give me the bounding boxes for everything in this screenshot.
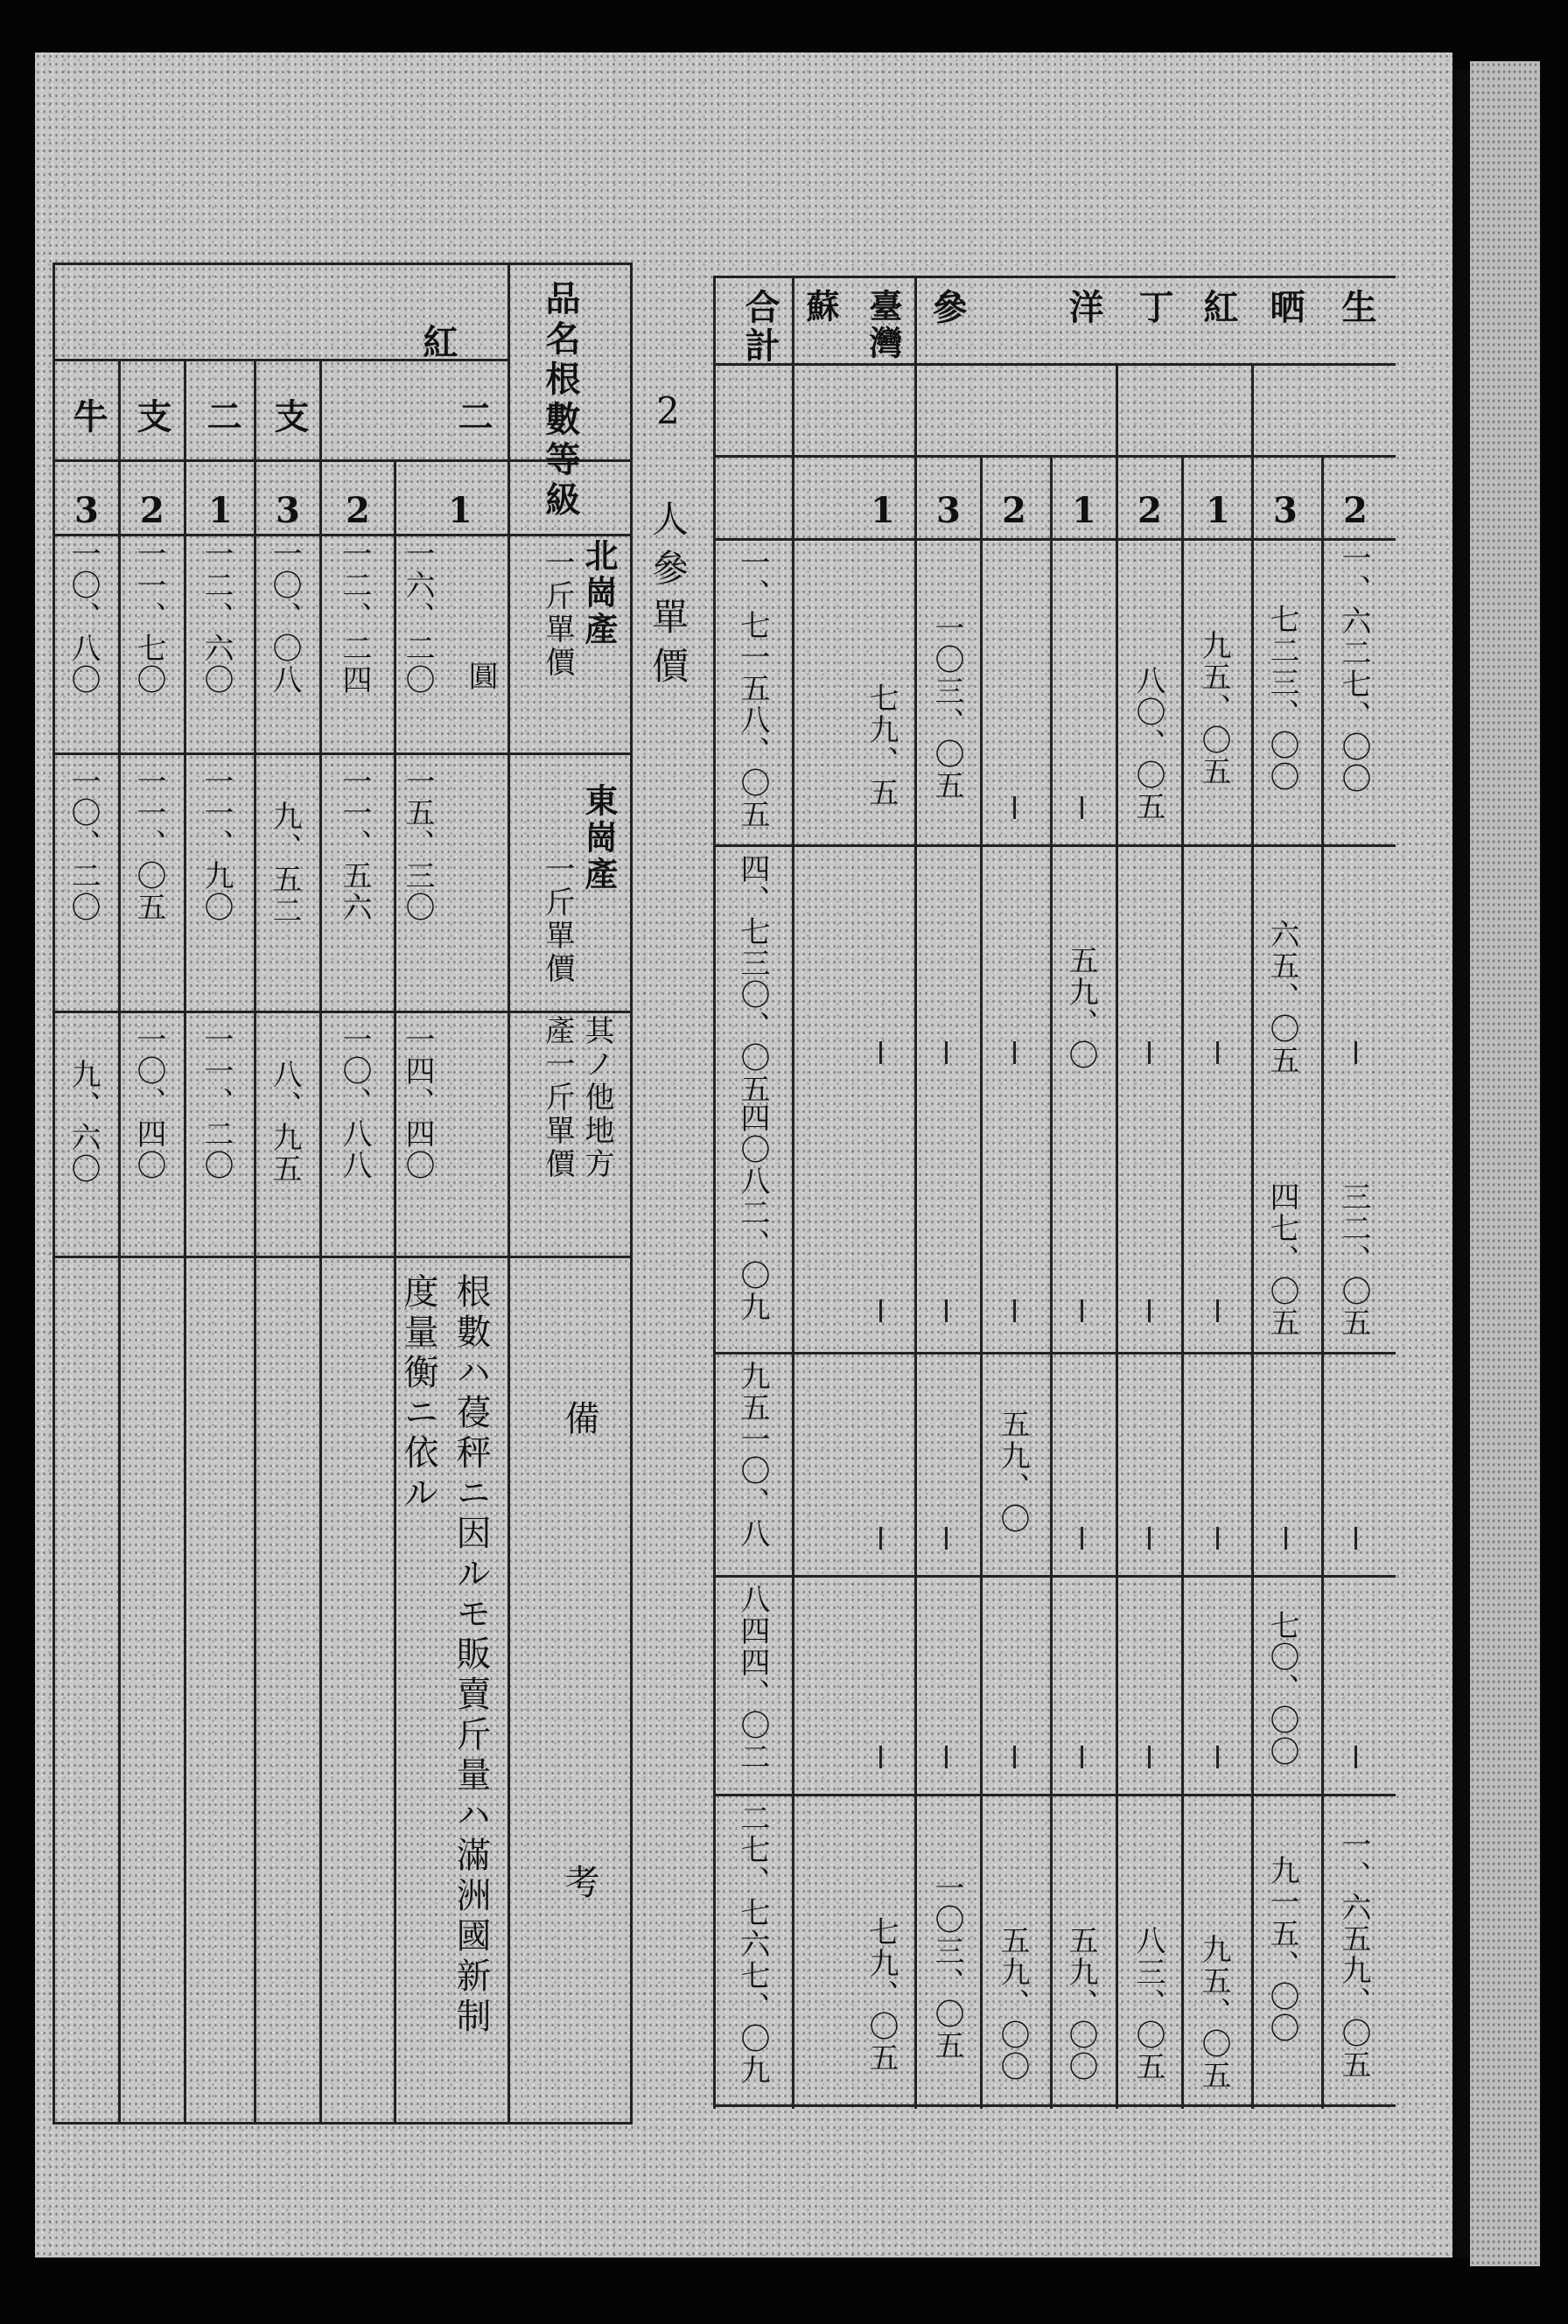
empty-cell-dash xyxy=(1081,796,1083,819)
east-header: 東崗產 xyxy=(579,783,619,893)
empty-cell-dash xyxy=(1148,1527,1151,1550)
empty-cell-dash xyxy=(945,1527,948,1550)
name-grade-header: 品名根數等級 xyxy=(540,280,581,522)
er-header: 二 xyxy=(201,398,242,437)
table-rule xyxy=(394,459,396,2124)
total-header: 合計 xyxy=(739,289,780,366)
zhi-header: 支 xyxy=(269,398,310,437)
price-cell: 一〇、八〇 xyxy=(66,538,101,696)
remarks-text: 根數ハ葠秤ニ因ルモ販賣斤量ハ滿洲國新制 xyxy=(451,1273,491,2038)
grade-number: 1 xyxy=(1072,490,1096,531)
price-cell: 一〇、八八 xyxy=(337,1024,372,1181)
page-margin xyxy=(1470,61,1540,2266)
table-rule xyxy=(1050,455,1053,2109)
price-cell: 一二、六〇 xyxy=(199,538,234,696)
ding-header: 丁 xyxy=(1133,289,1174,327)
grade-number: 2 xyxy=(1343,490,1368,531)
price-cell: 一一、七〇 xyxy=(131,538,166,696)
price-cell: 九五、〇五 xyxy=(1196,630,1231,788)
price-cell: 一、六二七、〇〇 xyxy=(1336,542,1371,794)
table-rule xyxy=(52,262,55,2124)
price-cell: 一一、二〇 xyxy=(199,1024,234,1181)
table-rule xyxy=(52,1256,630,1258)
empty-cell-dash xyxy=(1148,1746,1151,1768)
empty-cell-dash xyxy=(1148,1041,1151,1064)
price-cell: 一〇、〇八 xyxy=(267,538,302,696)
east-subheader: 一斤單價 xyxy=(540,853,575,986)
price-cell: 一四、四〇 xyxy=(400,1024,435,1181)
empty-cell-dash xyxy=(1081,1746,1083,1768)
remarks-title: 考 xyxy=(559,1864,599,1902)
total-value: 二七、七六七、〇九 xyxy=(735,1802,770,2086)
table-rule xyxy=(713,276,1396,278)
grade-number: 2 xyxy=(140,490,164,531)
price-cell: 一六、二〇 xyxy=(400,538,435,696)
price-cell: 八三、〇五 xyxy=(1130,1925,1166,2082)
empty-cell-dash xyxy=(1284,1527,1287,1550)
price-cell: 一二、二四 xyxy=(337,538,372,696)
empty-cell-dash xyxy=(1081,1527,1083,1550)
price-cell: 一五、三〇 xyxy=(400,766,435,923)
table-rule xyxy=(713,1352,1396,1354)
price-cell: 七九、〇五 xyxy=(864,1916,899,2074)
empty-cell-dash xyxy=(945,1041,948,1064)
table-rule xyxy=(713,2104,1396,2107)
table-rule xyxy=(52,752,630,755)
price-cell: 六五、〇五 xyxy=(1264,919,1299,1076)
ginseng-header: 參 xyxy=(927,289,968,327)
empty-cell-dash xyxy=(1013,1299,1016,1322)
er-header: 二 xyxy=(452,398,494,437)
total-value: 四、七三〇、〇五 xyxy=(735,853,770,1105)
total-value: 九五一〇、八 xyxy=(735,1361,770,1550)
page-spine xyxy=(1454,70,1470,2258)
empty-cell-dash xyxy=(1354,1041,1357,1064)
price-cell: 九、六〇 xyxy=(66,1059,101,1185)
price-cell: 一〇三、〇五 xyxy=(929,612,964,802)
grade-number: 2 xyxy=(346,490,370,531)
grade-number: 1 xyxy=(208,490,233,531)
empty-cell-dash xyxy=(945,1299,948,1322)
remarks-title: 備 xyxy=(559,1400,599,1438)
empty-cell-dash xyxy=(879,1527,882,1550)
empty-cell-dash xyxy=(1354,1746,1357,1768)
price-cell: 一一、五六 xyxy=(337,766,372,923)
empty-cell-dash xyxy=(879,1041,882,1064)
total-value: 四〇八二、〇九 xyxy=(735,1102,770,1323)
table-rule xyxy=(184,359,186,2124)
table-rule xyxy=(52,534,630,536)
shai-header: 晒 xyxy=(1264,289,1306,327)
table-rule xyxy=(254,359,256,2124)
grade-number: 3 xyxy=(936,490,961,531)
grade-number: 3 xyxy=(1273,490,1298,531)
price-cell: 七二三、〇〇 xyxy=(1264,604,1299,793)
section-title: 2 人參單價 xyxy=(647,389,690,696)
table-rule xyxy=(118,359,121,2124)
empty-cell-dash xyxy=(879,1746,882,1768)
empty-cell-dash xyxy=(1013,1041,1016,1064)
price-cell: 九、五二 xyxy=(267,801,302,927)
grade-number: 2 xyxy=(1138,490,1162,531)
table-rule xyxy=(914,276,917,2109)
grade-number: 1 xyxy=(1206,490,1230,531)
price-cell: 一一、九〇 xyxy=(199,766,234,923)
table-rule xyxy=(713,538,1396,541)
grade-number: 1 xyxy=(448,490,472,531)
table-rule xyxy=(1321,455,1324,2109)
table-rule xyxy=(1251,363,1254,2109)
table-rule xyxy=(980,455,983,2109)
north-header: 北崗產 xyxy=(579,538,619,648)
table-rule xyxy=(52,262,630,265)
table-rule xyxy=(792,276,794,2109)
table-rule xyxy=(52,1011,630,1013)
price-cell: 八〇、〇五 xyxy=(1130,665,1166,822)
price-cell: 九一五、〇〇 xyxy=(1264,1855,1299,2044)
price-cell: 一〇三、〇五 xyxy=(929,1872,964,2062)
yang-header: 洋 xyxy=(1063,289,1104,327)
unit-label: 圓 xyxy=(463,661,498,694)
sheng-header: 生 xyxy=(1336,289,1377,327)
price-cell: 一、六五九、〇五 xyxy=(1336,1829,1371,2081)
table-rule xyxy=(713,276,716,2109)
empty-cell-dash xyxy=(1216,1746,1219,1768)
hong-header: 紅 xyxy=(417,324,458,362)
other-subheader: 產一斤單價 xyxy=(540,1015,575,1181)
table-rule xyxy=(713,1575,1396,1578)
price-cell: 三二、〇五 xyxy=(1336,1181,1371,1339)
price-cell: 七九、五 xyxy=(864,682,899,808)
table-rule xyxy=(1116,363,1118,2109)
price-cell: 五九、〇 xyxy=(995,1409,1030,1535)
empty-cell-dash xyxy=(1216,1299,1219,1322)
price-cell: 九五、〇五 xyxy=(1196,1934,1231,2091)
other-header: 其ノ他地方 xyxy=(579,1015,614,1181)
grade-number: 2 xyxy=(1002,490,1026,531)
hong-header: 紅 xyxy=(1198,289,1239,327)
table-rule xyxy=(319,359,322,2124)
table-rule xyxy=(52,2122,630,2124)
price-cell: 一〇、四〇 xyxy=(131,1024,166,1181)
empty-cell-dash xyxy=(1354,1527,1357,1550)
grade-number: 3 xyxy=(276,490,300,531)
table-rule xyxy=(713,1794,1396,1796)
taiwan-header: 臺灣 xyxy=(864,289,903,362)
price-cell: 四七、〇五 xyxy=(1264,1181,1299,1339)
empty-cell-dash xyxy=(879,1299,882,1322)
empty-cell-dash xyxy=(945,1746,948,1768)
table-rule xyxy=(713,455,1396,458)
ban-header: 牛 xyxy=(67,398,108,437)
empty-cell-dash xyxy=(1081,1299,1083,1322)
zhi-header: 支 xyxy=(131,398,172,437)
empty-cell-dash xyxy=(1013,796,1016,819)
sunken-header: 蘇 xyxy=(801,289,840,326)
empty-cell-dash xyxy=(1148,1299,1151,1322)
remarks-text: 度量衡ニ依ル xyxy=(398,1273,438,1515)
empty-cell-dash xyxy=(1216,1527,1219,1550)
table-rule xyxy=(713,363,1396,366)
price-cell: 一〇、二〇 xyxy=(66,766,101,923)
grade-number: 3 xyxy=(74,490,99,531)
table-rule xyxy=(713,844,1396,847)
price-cell: 五九、〇〇 xyxy=(995,1925,1030,2082)
price-cell: 七〇、〇〇 xyxy=(1264,1610,1299,1768)
price-cell: 八、九五 xyxy=(267,1059,302,1185)
empty-cell-dash xyxy=(1216,1041,1219,1064)
total-value: 八四四、〇二 xyxy=(735,1584,770,1773)
table-rule xyxy=(1181,455,1184,2109)
table-rule xyxy=(630,262,633,2124)
price-cell: 五九、〇 xyxy=(1063,945,1098,1071)
total-value: 一、七一五八、〇五 xyxy=(735,547,770,830)
price-cell: 五九、〇〇 xyxy=(1063,1925,1098,2082)
table-rule xyxy=(508,262,510,2124)
grade-number: 1 xyxy=(871,490,895,531)
price-cell: 一一、〇五 xyxy=(131,766,166,923)
empty-cell-dash xyxy=(1013,1746,1016,1768)
north-subheader: 一斤單價 xyxy=(540,547,575,680)
